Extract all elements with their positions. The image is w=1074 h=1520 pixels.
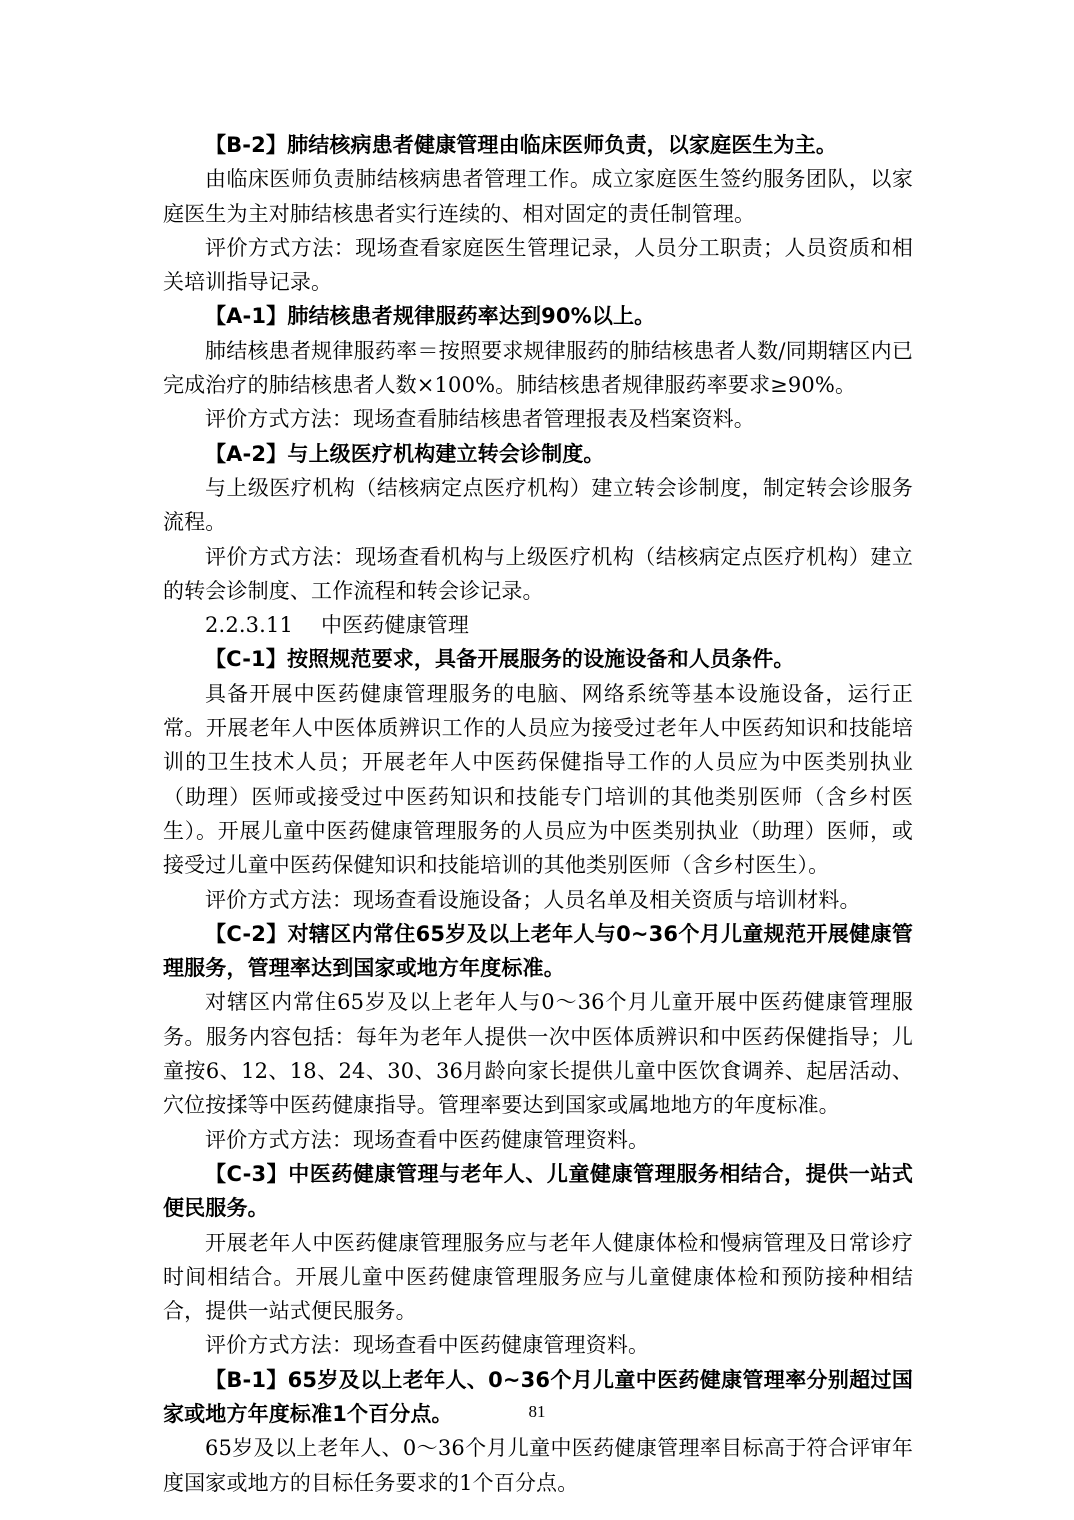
body-paragraph: 具备开展中医药健康管理服务的电脑、网络系统等基本设施设备，运行正常。开展老年人中医体质辨识工作的人员应为接受过老年人中医药知识和技能培训的卫生技术人员；开展老年人中医药保健指导工作的人员应为中医类别执业（助理）医师或接受过中医药知识和技能专门培训的其他类别医师（含乡村医生）。开展儿童中医药健康管理服务的人员应为中医类别执业（助理）医师，或接受过儿童中医药保健知识和技能培训的其他类别医师（含乡村医生）。 — [163, 681, 913, 878]
body-paragraph: 65岁及以上老年人、0～36个月儿童中医药健康管理率目标高于符合评审年度国家或地方的目标任务要求的1个百分点。 — [163, 1436, 913, 1495]
evaluation-method: 评价方式方法：现场查看中医药健康管理资料。 — [205, 1127, 650, 1152]
section-number: 2.2.3.11 — [205, 613, 294, 638]
body-paragraph: 对辖区内常住65岁及以上老年人与0～36个月儿童开展中医药健康管理服务。服务内容包括：每年为老年人提供一次中医体质辨识和中医药保健指导；儿童按6、12、18、24、30、36月龄向家长提供儿童中医饮食调养、起居活动、穴位按揉等中医药健康指导。管理率要达到国家或属地地方的年度标准。 — [163, 990, 913, 1118]
section-title: 中医药健康管理 — [321, 613, 470, 638]
body-paragraph: 开展老年人中医药健康管理服务应与老年人健康体检和慢病管理及日常诊疗时间相结合。开展儿童中医药健康管理服务应与儿童健康体检和预防接种相结合，提供一站式便民服务。 — [163, 1230, 913, 1324]
evaluation-method: 评价方式方法：现场查看中医药健康管理资料。 — [205, 1333, 650, 1358]
criterion-heading-a1: 【A-1】肺结核患者规律服药率达到90%以上。 — [205, 304, 656, 329]
criterion-heading-a2: 【A-2】与上级医疗机构建立转会诊制度。 — [205, 441, 605, 466]
evaluation-method: 评价方式方法：现场查看设施设备；人员名单及相关资质与培训材料。 — [205, 887, 861, 912]
evaluation-method: 评价方式方法：现场查看肺结核患者管理报表及档案资料。 — [205, 407, 755, 432]
page-content — [163, 128, 913, 1500]
criterion-heading-b2: 【B-2】肺结核病患者健康管理由临床医师负责，以家庭医生为主。 — [205, 133, 837, 157]
criterion-heading-c1: 【C-1】按照规范要求，具备开展服务的设施设备和人员条件。 — [205, 647, 795, 672]
body-paragraph: 肺结核患者规律服药率＝按照要求规律服药的肺结核患者人数/同期辖区内已完成治疗的肺结核患者人数×100%。肺结核患者规律服药率要求≥90%。 — [163, 338, 913, 398]
section-heading — [163, 608, 913, 642]
criterion-heading-c2: 【C-2】对辖区内常住65岁及以上老年人与0~36个月儿童规范开展健康管理服务，管理率达到国家或地方年度标准。 — [163, 921, 913, 981]
evaluation-method: 评价方式方法：现场查看家庭医生管理记录，人员分工职责；人员资质和相关培训指导记录。 — [163, 235, 913, 295]
body-paragraph: 由临床医师负责肺结核病患者管理工作。成立家庭医生签约服务团队，以家庭医生为主对肺结核患者实行连续的、相对固定的责任制管理。 — [163, 167, 913, 226]
criterion-heading-b1: 【B-1】65岁及以上老年人、0~36个月儿童中医药健康管理率分别超过国家或地方年度标准1个百分点。 — [163, 1367, 913, 1426]
evaluation-method: 评价方式方法：现场查看机构与上级医疗机构（结核病定点医疗机构）建立的转会诊制度、工作流程和转会诊记录。 — [163, 544, 913, 603]
page-number: 81 — [528, 1402, 546, 1421]
body-paragraph: 与上级医疗机构（结核病定点医疗机构）建立转会诊制度，制定转会诊服务流程。 — [163, 475, 913, 535]
criterion-heading-c3: 【C-3】中医药健康管理与老年人、儿童健康管理服务相结合，提供一站式便民服务。 — [163, 1161, 913, 1221]
